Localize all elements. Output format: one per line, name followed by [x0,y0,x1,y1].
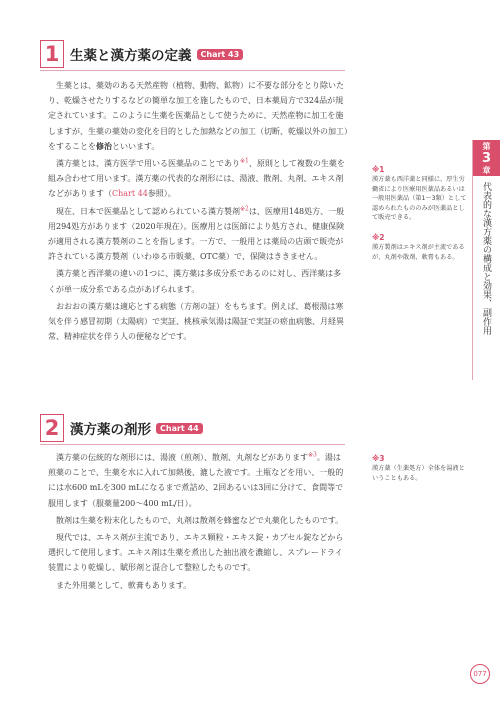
side-note-3 [372,453,467,483]
paragraph [48,204,348,265]
paragraph-text: 漢方薬とは、漢方医学で用いる医薬品のことであり [56,159,240,169]
footnote-mark: ※1 [240,157,249,165]
page-number: 077 [470,664,490,684]
paragraph-text: 漢方薬の伝統的な剤形には、湯液（煎剤）、散剤、丸剤などがあります [56,453,308,462]
paragraph: おおおの漢方薬は適応とする病態（方剤の証）をもちます。例えば、葛根湯は寒気を伴う感冒初期（太陽病）で実証、桃核承気湯は陽証で実証の瘀血病態、月経異常、精神症状を伴う人の便秘などです。 [48,301,344,342]
note-text: 漢方製剤はエキス剤が主流であるが、丸剤や散剤、軟膏もある。 [372,244,465,261]
paragraph-text: 、原則として複数の生薬を組み合わせて用います。漢方薬の代表的な剤形には、湯液、散剤、丸剤、エキス剤などがあります（ [48,159,345,199]
note-heading: ※1 [372,165,385,174]
chart-reference[interactable]: Chart 44 [112,189,148,199]
paragraph [48,78,348,154]
paragraph [48,450,348,511]
section-divider [40,70,345,71]
paragraph-text: 参照）。 [147,189,176,199]
paragraph: 現代では、エキス剤が主流であり、エキス顆粒・エキス錠・カプセル錠などから選択して使用します。エキス剤は生薬を煮出した抽出液を濃縮し、スプレードライ装置により乾燥し、賦形剤と混合して整粒したものです。 [48,533,344,573]
section-title: 漢方薬の剤形 [70,422,151,438]
footnote-mark: ※3 [308,451,317,459]
paragraph-text: 。湯は煎薬のことで、生薬を水に入れて加熱後、漉した液です。土瓶などを用い、一般的には水600 mLを300 mLになるまで煮詰め、2回あるいは3回に分けて、食間等で服用します（服薬量200～400 mL/日）。 [48,453,344,508]
section-divider [40,444,345,445]
paragraph-text: 生薬とは、薬効のある天然産物（植物、動物、鉱物）に不要な部分をとり除いたり、乾燥させたりするなどの簡単な加工を施したもので、日本薬局方で324品が規定されています。このように生薬を医薬品として使うために、天然産物に加工を施しますが、生薬の薬効の変化を目的とした加熱などの加工（切断、乾燥以外の加工）をすることを [48,81,348,151]
note-text: 漢方薬も西洋薬と同様に、厚生労働省により医療用医薬品あるいは一般用医薬品（第1～3類）として認められたもののみが医薬品として販売できる。 [372,176,467,221]
side-note-2 [372,232,467,262]
section-2-heading [40,414,203,442]
chapter-prefix: 第 [482,142,491,151]
chart-badge: Chart 43 [197,49,244,60]
section-number: 1 [40,40,64,68]
note-heading: ※2 [372,233,385,242]
paragraph-text: は、医療用148処方、一般用294処方があります（2020年現在）。医療用とは医師により処方され、健康保険が適用される漢方製剤のことを指します。一方で、一般用とは薬局の店頭で販売が許されている漢方製剤（いわゆる市販薬、OTC薬）で、保険はききません。 [48,206,345,262]
section-1-heading [40,40,243,68]
paragraph: 散剤は生薬を粉末化したもので、丸剤は散剤を蜂蜜などで丸薬化したものです。 [56,515,344,525]
note-text: 漢方薬（生薬処方）全体を湯液ということもある。 [372,465,465,482]
section-title: 生薬と漢方薬の定義 [70,48,192,64]
chapter-title: 代表的な漢方薬の構成と効果、副作用 [481,182,491,335]
side-note-1 [372,164,467,223]
chart-badge: Chart 44 [156,423,203,434]
chapter-number: 3 [481,151,492,166]
chapter-tab[interactable] [473,140,500,176]
paragraph [48,156,348,202]
paragraph-text: といいます。 [112,141,160,151]
section-number: 2 [40,414,64,442]
chapter-suffix: 章 [482,166,491,175]
paragraph: また外用薬として、軟膏もあります。 [56,580,192,590]
footnote-mark: ※2 [240,204,249,212]
paragraph: 漢方薬と西洋薬の違いの1つに、漢方薬は多成分系であるのに対し、西洋薬は多くが単一成分系である点があげられます。 [48,269,342,294]
note-heading: ※3 [372,454,385,463]
paragraph-text: 現在、日本で医薬品として認められている漢方製剤 [56,206,240,216]
bold-term: 修治 [96,140,112,151]
section-1-body [48,78,348,346]
section-2-body [48,450,348,595]
